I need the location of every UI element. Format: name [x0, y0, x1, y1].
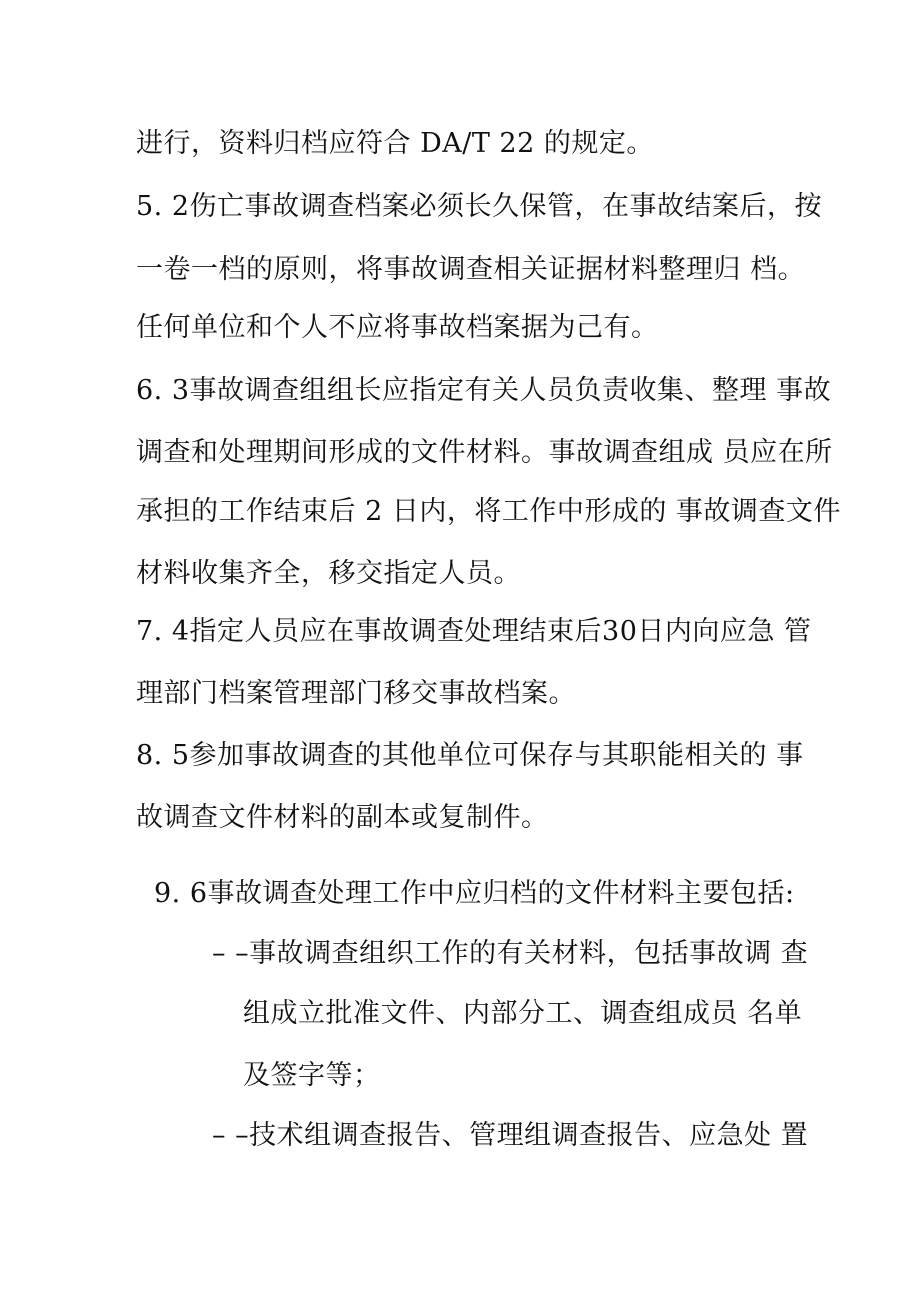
paragraph-line-9: 7. 4指定人员应在事故调查处理结束后30日内向应急 管: [136, 616, 812, 647]
paragraph-line-8: 材料收集齐全，移交指定人员。: [136, 558, 521, 589]
paragraph-line-13: 9. 6事故调查处理工作中应归档的文件材料主要包括:: [154, 878, 795, 909]
paragraph-line-2: 5. 2伤亡事故调查档案必须长久保管，在事故结案后，按: [136, 191, 823, 222]
paragraph-line-4: 任何单位和个人不应将事故档案据为己有。: [136, 312, 659, 343]
paragraph-line-11: 8. 5参加事故调查的其他单位可保存与其职能相关的 事: [136, 740, 804, 771]
paragraph-line-10: 理部门档案管理部门移交事故档案。: [136, 678, 576, 709]
list-item-line-4: – –技术组调查报告、管理组调查报告、应急处 置: [212, 1120, 809, 1151]
list-item-line-1: – –事故调查组织工作的有关材料，包括事故调 查: [212, 938, 809, 969]
paragraph-line-1: 进行，资料归档应符合 DA/T 22 的规定。: [136, 128, 654, 159]
paragraph-line-6: 调查和处理期间形成的文件材料。事故调查组成 员应在所: [136, 437, 833, 468]
list-item-line-2: 组成立批准文件、内部分工、调查组成员 名单: [243, 998, 803, 1029]
list-item-line-3: 及签字等；: [243, 1060, 381, 1091]
paragraph-line-12: 故调查文件材料的副本或复制件。: [136, 802, 549, 833]
paragraph-line-3: 一卷一档的原则，将事故调查相关证据材料整理归 档。: [136, 254, 806, 285]
paragraph-line-5: 6. 3事故调查组组长应指定有关人员负责收集、整理 事故: [136, 375, 832, 406]
paragraph-line-7: 承担的工作结束后 2 日内，将工作中形成的 事故调查文件: [136, 496, 841, 527]
